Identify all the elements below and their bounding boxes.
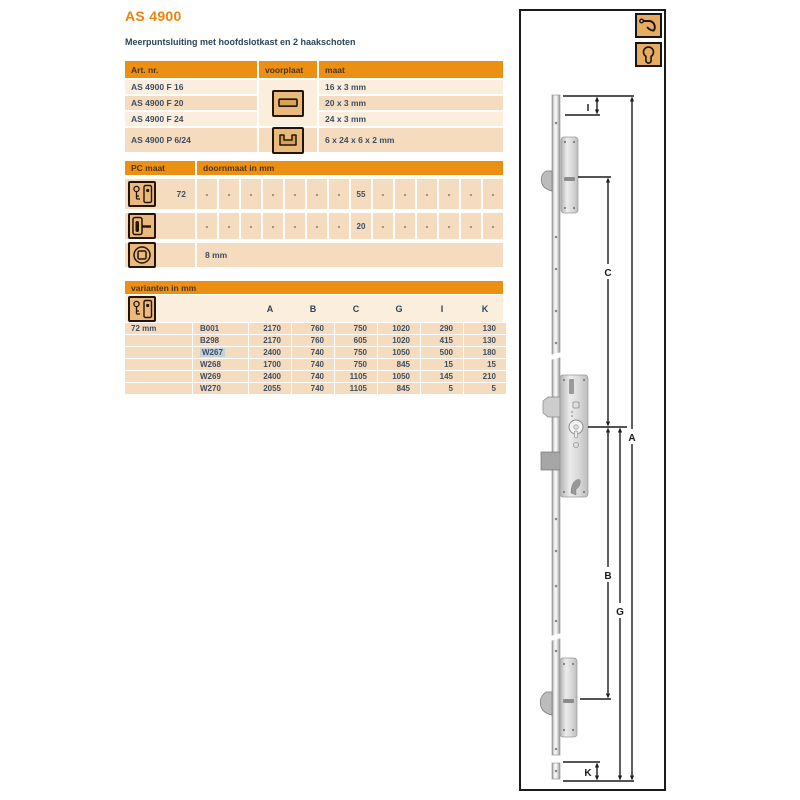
maat-cell: 24 x 3 mm — [319, 112, 503, 126]
table-title: varianten in mm — [125, 281, 503, 294]
euro-cylinder-icon — [635, 42, 662, 67]
doornmaat-cell: - — [263, 179, 283, 209]
dim-a: 2170 — [249, 323, 291, 334]
page-subtitle: Meerpuntsluiting met hoofdslotkast en 2 haakschoten — [125, 37, 356, 47]
dim-g: 1050 — [378, 347, 420, 358]
dim-b: 740 — [292, 371, 334, 382]
page-title: AS 4900 — [125, 8, 182, 24]
doornmaat-cell: - — [329, 213, 349, 239]
dim-c: 1105 — [335, 383, 377, 394]
dim-label-b: B — [604, 571, 612, 582]
bottom-hook-case — [560, 658, 577, 737]
pc-size-value: 72 — [176, 189, 186, 199]
dim-i: 500 — [421, 347, 463, 358]
variant-column-headers — [125, 295, 503, 322]
dim-i: 145 — [421, 371, 463, 382]
dim-a: 2055 — [249, 383, 291, 394]
dim-a: 2170 — [249, 335, 291, 346]
spindle-icon-cell — [125, 243, 195, 267]
varianten-table — [125, 281, 503, 394]
dim-header: B — [309, 303, 317, 314]
maat-cell: 6 x 24 x 6 x 2 mm — [319, 128, 503, 152]
dim-header: I — [440, 303, 444, 314]
doornmaat-cell: - — [417, 179, 437, 209]
column-header: PC maat — [125, 161, 195, 175]
dim-c: 605 — [335, 335, 377, 346]
cylinder-key-icon — [128, 296, 156, 322]
dim-b: 760 — [292, 335, 334, 346]
technical-drawing-frame — [519, 9, 666, 791]
variant-row — [125, 335, 503, 346]
dim-g: 845 — [378, 359, 420, 370]
art-nr-cell: AS 4900 F 20 — [125, 96, 257, 110]
dim-i: 15 — [421, 359, 463, 370]
dim-k: 130 — [464, 323, 506, 334]
variant-row — [125, 359, 503, 370]
pc-icon-cell — [125, 296, 192, 322]
doornmaat-cell: - — [241, 213, 261, 239]
column-header: voorplaat — [259, 61, 317, 78]
variant-row-selected — [125, 347, 503, 358]
dim-header: K — [481, 303, 489, 314]
dim-k: 15 — [464, 359, 506, 370]
doornmaat-cell: - — [439, 179, 459, 209]
doornmaat-cell: - — [197, 179, 217, 209]
dim-k: 5 — [464, 383, 506, 394]
doornmaat-cell: - — [373, 179, 393, 209]
variant-name: W269 — [193, 371, 248, 382]
doornmaat-cell: - — [219, 179, 239, 209]
art-nr-table — [125, 61, 503, 152]
top-hook-bolt — [541, 171, 552, 191]
variant-name: W270 — [193, 383, 248, 394]
dim-g: 845 — [378, 383, 420, 394]
doornmaat-cell: - — [285, 179, 305, 209]
pc-size-label: 72 mm — [125, 323, 192, 334]
dim-i: 415 — [421, 335, 463, 346]
doornmaat-cell: - — [219, 213, 239, 239]
pc-size-cell — [125, 179, 195, 209]
handle-row — [125, 213, 503, 239]
dim-k: 130 — [464, 335, 506, 346]
dim-a: 1700 — [249, 359, 291, 370]
doornmaat-cell: - — [197, 213, 217, 239]
doornmaat-cell: - — [395, 213, 415, 239]
art-nr-cell: AS 4900 F 16 — [125, 80, 257, 94]
doornmaat-cell: - — [461, 179, 481, 209]
maat-cell: 16 x 3 mm — [319, 80, 503, 94]
dim-k: 210 — [464, 371, 506, 382]
dim-a: 2400 — [249, 371, 291, 382]
handle-icon — [128, 213, 156, 239]
dim-b: 740 — [292, 359, 334, 370]
maat-cell: 20 x 3 mm — [319, 96, 503, 110]
dim-header: G — [395, 303, 403, 314]
dim-k: 180 — [464, 347, 506, 358]
dim-i: 290 — [421, 323, 463, 334]
pc-maat-table — [125, 161, 503, 271]
doornmaat-cell: - — [307, 179, 327, 209]
dim-c: 750 — [335, 359, 377, 370]
flat-faceplate-icon — [272, 90, 304, 117]
u-channel-faceplate-icon — [272, 127, 304, 154]
dim-g: 1020 — [378, 335, 420, 346]
faceplate-icon-cell — [259, 80, 317, 126]
doornmaat-cell: - — [329, 179, 349, 209]
dim-i: 5 — [421, 383, 463, 394]
doornmaat-cell: - — [483, 213, 503, 239]
doornmaat-cell: - — [439, 213, 459, 239]
dim-header: C — [352, 303, 360, 314]
dim-g: 1020 — [378, 323, 420, 334]
dim-label-i: I — [586, 103, 590, 114]
doornmaat-cells — [197, 213, 503, 239]
dim-a: 2400 — [249, 347, 291, 358]
cylinder-key-icon — [128, 181, 156, 207]
doornmaat-cell: - — [285, 213, 305, 239]
dim-c: 750 — [335, 347, 377, 358]
dim-label-a: A — [628, 433, 636, 444]
dim-label-g: G — [616, 607, 624, 618]
dim-b: 760 — [292, 323, 334, 334]
latch-bolt — [543, 397, 560, 417]
art-nr-cell: AS 4900 F 24 — [125, 112, 257, 126]
column-header: maat — [319, 61, 503, 78]
doornmaat-cell: - — [395, 179, 415, 209]
dim-g: 1050 — [378, 371, 420, 382]
dim-label-k: K — [584, 768, 592, 779]
variant-row — [125, 323, 503, 334]
lock-body — [540, 95, 588, 779]
variant-row — [125, 383, 503, 394]
variant-name: B001 — [193, 323, 248, 334]
spindle-row — [125, 243, 503, 267]
dim-header: A — [266, 303, 274, 314]
dead-bolt — [541, 452, 560, 470]
dimension-label-texts — [584, 103, 635, 779]
selected-variant: W267 — [202, 348, 223, 357]
pc-cylinder-row — [125, 179, 503, 209]
hook-bolt-icon — [635, 13, 662, 38]
doornmaat-cell: - — [307, 213, 327, 239]
column-header: doornmaat in mm — [197, 161, 503, 175]
column-header: Art. nr. — [125, 61, 257, 78]
doornmaat-cell: - — [417, 213, 437, 239]
doornmaat-cell: 55 — [351, 179, 371, 209]
doornmaat-cell: - — [461, 213, 481, 239]
legend-icons — [635, 13, 662, 67]
dim-b: 740 — [292, 347, 334, 358]
dim-c: 750 — [335, 323, 377, 334]
dim-label-c: C — [604, 268, 612, 279]
variant-name: B298 — [193, 335, 248, 346]
doornmaat-cell: - — [373, 213, 393, 239]
spindle-icon — [128, 242, 156, 268]
doornmaat-cells — [197, 179, 503, 209]
doornmaat-cell: 20 — [351, 213, 371, 239]
dim-b: 740 — [292, 383, 334, 394]
variant-row — [125, 371, 503, 382]
faceplate-icon-cell — [259, 128, 317, 152]
multipoint-lock-drawing — [521, 11, 664, 789]
spindle-size-cell: 8 mm — [197, 243, 503, 267]
art-nr-cell: AS 4900 P 6/24 — [125, 128, 257, 152]
doornmaat-cell: - — [241, 179, 261, 209]
variant-name — [193, 347, 248, 358]
dim-c: 1105 — [335, 371, 377, 382]
doornmaat-cell: - — [263, 213, 283, 239]
doornmaat-cell: - — [483, 179, 503, 209]
variant-name: W268 — [193, 359, 248, 370]
main-lock-case — [560, 375, 588, 497]
bottom-hook-bolt — [540, 692, 552, 715]
top-hook-case — [561, 137, 578, 213]
handle-icon-cell — [125, 213, 195, 239]
